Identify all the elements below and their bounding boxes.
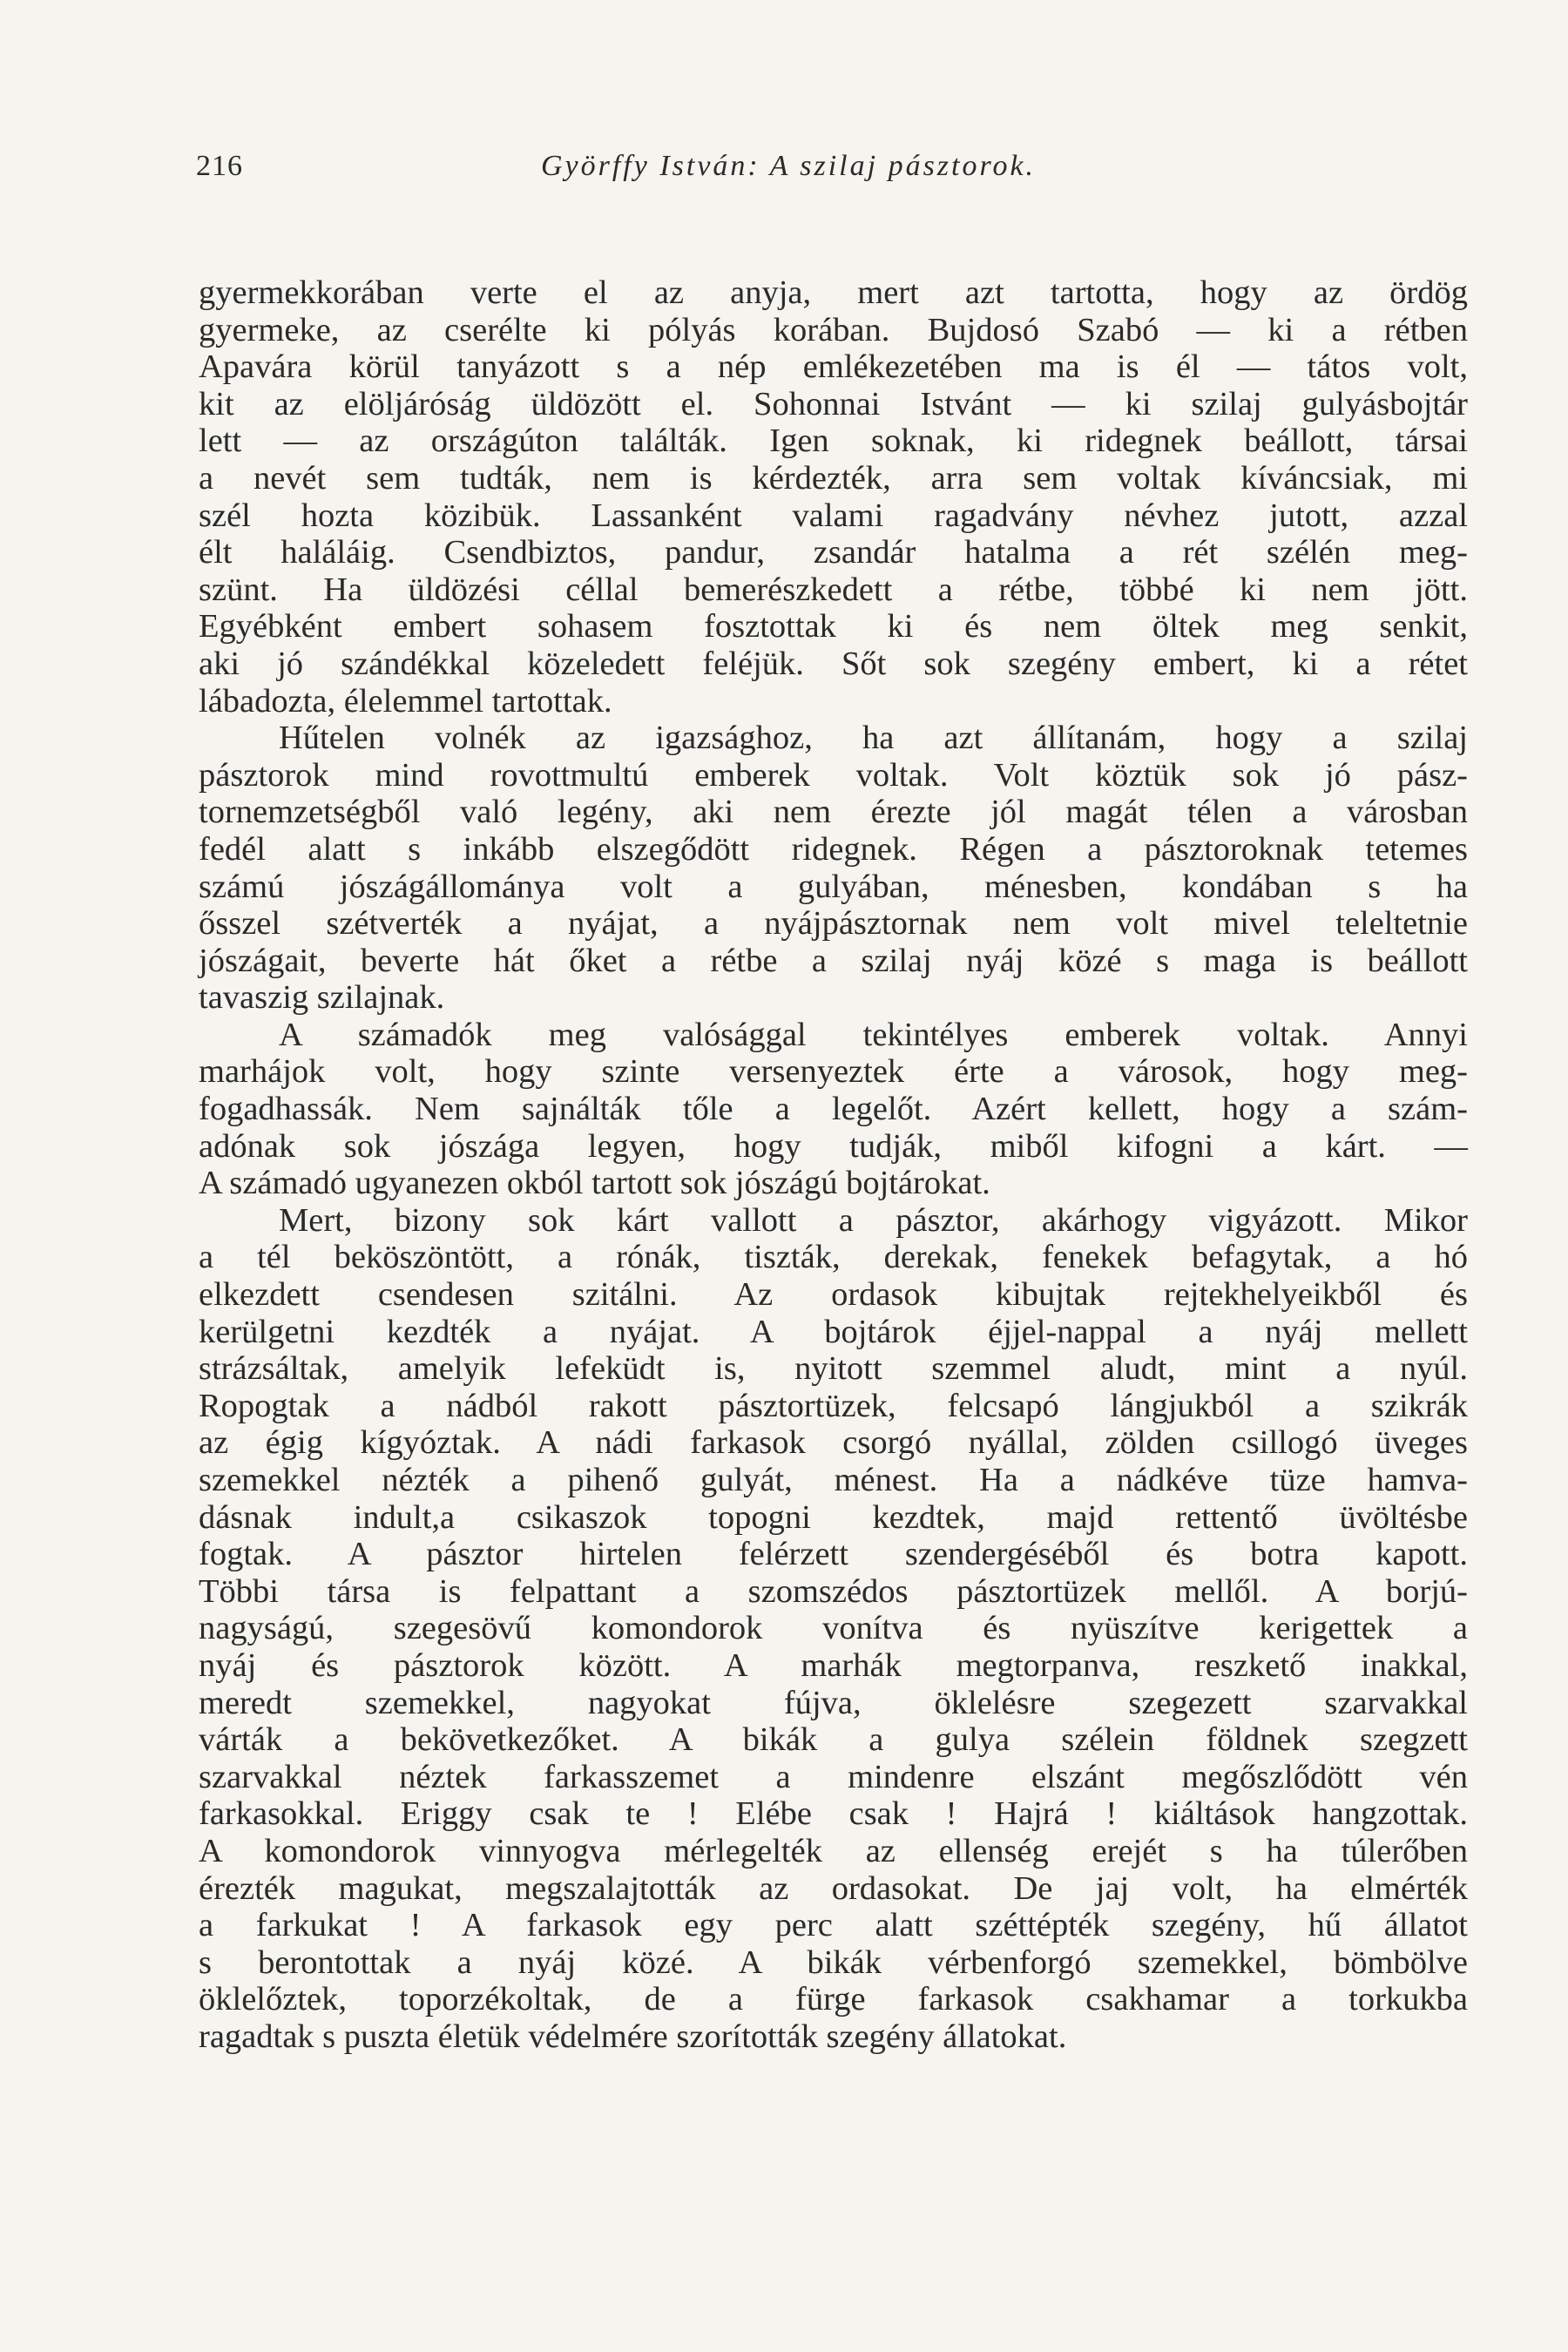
text-line: szünt. Ha üldözési céllal bemerészkedett a rétbe, többé ki nem jött. <box>199 571 1468 608</box>
text-line: lábadozta, élelemmel tartottak. <box>199 682 612 720</box>
text-line: lett — az országúton találták. Igen soknak, ki ridegnek beállott, társai <box>199 422 1468 460</box>
text-line: élt haláláig. Csendbiztos, pandur, zsandár hatalma a rét szélén meg- <box>199 534 1468 571</box>
text-line: Hűtelen volnék az igazsághoz, ha azt állítanám, hogy a szilaj <box>279 720 1468 757</box>
text-line: elkezdett csendesen szitálni. Az ordasok kibujtak rejtekhelyeikből és <box>199 1276 1468 1314</box>
text-line: A számadók meg valósággal tekintélyes emberek voltak. Annyi <box>279 1016 1468 1053</box>
text-line: fedél alatt s inkább elszegődött ridegnek. Régen a pásztoroknak tetemes <box>199 830 1468 868</box>
paragraph <box>199 1017 1468 1202</box>
text-line: adónak sok jószága legyen, hogy tudják, miből kifogni a kárt. — <box>199 1127 1468 1165</box>
text-line: gyermekkorában verte el az anyja, mert azt tartotta, hogy az ördög <box>199 274 1468 311</box>
text-line: öklelőztek, toporzékoltak, de a fürge farkasok csakhamar a torkukba <box>199 1981 1468 2018</box>
text-line: ragadtak s puszta életük védelmére szorították szegény állatokat. <box>199 2017 1067 2055</box>
text-line: nagyságú, szegesövű komondorok vonítva és nyüszítve kerigettek a <box>199 1610 1468 1647</box>
text-line: tornemzetségből való legény, aki nem érezte jól magát télen a városban <box>199 794 1468 831</box>
text-line: Apavára körül tanyázott s a nép emlékezetében ma is él — tátos volt, <box>199 348 1468 386</box>
text-line: Egyébként embert sohasem fosztottak ki és nem öltek meg senkit, <box>199 608 1468 645</box>
text-line: Mert, bizony sok kárt vallott a pásztor, akárhogy vigyázott. Mikor <box>279 1201 1468 1239</box>
text-line: strázsáltak, amelyik lefeküdt is, nyitott szemmel aludt, mint a nyúl. <box>199 1350 1468 1388</box>
text-line: tavaszig szilajnak. <box>199 979 445 1017</box>
paragraph <box>199 1202 1468 2056</box>
text-line: marhájok volt, hogy szinte versenyeztek érte a városok, hogy meg- <box>199 1053 1468 1091</box>
text-line: jószágait, beverte hát őket a rétbe a szilaj nyáj közé s maga is beállott <box>199 942 1468 979</box>
text-line: szarvakkal néztek farkasszemet a mindenre elszánt megőszlődött vén <box>199 1758 1468 1795</box>
page-header <box>196 150 1381 193</box>
text-line: a nevét sem tudták, nem is kérdezték, arra sem voltak kíváncsiak, mi <box>199 459 1468 497</box>
text-line: szemekkel nézték a pihenő gulyát, ménest. Ha a nádkéve tüze hamva- <box>199 1462 1468 1498</box>
text-line: nyáj és pásztorok között. A marhák megtorpanva, reszkető inakkal, <box>199 1646 1468 1684</box>
paragraph <box>199 274 1468 720</box>
text-line: kerülgetni kezdték a nyájat. A bojtárok éjjel-nappal a nyáj mellett <box>199 1313 1468 1350</box>
text-line: fogadhassák. Nem sajnálták tőle a legelőt. Azért kellett, hogy a szám- <box>199 1091 1468 1128</box>
text-line: az égig kígyóztak. A nádi farkasok csorgó nyállal, zölden csillogó üveges <box>199 1424 1468 1462</box>
text-line: Többi társa is felpattant a szomszédos pásztortüzek mellől. A borjú- <box>199 1572 1468 1610</box>
text-line: számú jószágállománya volt a gulyában, ménesben, kondában s ha <box>199 868 1468 905</box>
page-number: 216 <box>196 150 243 182</box>
text-line: A számadó ugyanezen okból tartott sok jószágú bojtárokat. <box>199 1165 990 1202</box>
text-line: meredt szemekkel, nagyokat fújva, öklelésre szegezett szarvakkal <box>199 1684 1468 1721</box>
text-line: A komondorok vinnyogva mérlegelték az ellenség erejét s ha túlerőben <box>199 1832 1468 1869</box>
text-line: szél hozta közibük. Lassanként valami ragadvány névhez jutott, azzal <box>199 497 1468 534</box>
text-line: s berontottak a nyáj közé. A bikák vérbenforgó szemekkel, bömbölve <box>199 1943 1468 1981</box>
text-line: farkasokkal. Eriggy csak te ! Elébe csak ! Hajrá ! kiáltások hangzottak. <box>199 1795 1468 1833</box>
paragraph <box>199 720 1468 1017</box>
text-line: kit az elöljáróság üldözött el. Sohonnai Istvánt — ki szilaj gulyásbojtár <box>199 385 1468 422</box>
text-line: fogtak. A pásztor hirtelen felérzett szendergéséből és botra kapott. <box>199 1536 1468 1573</box>
text-line: várták a bekövetkezőket. A bikák a gulya szélein földnek szegzett <box>199 1721 1468 1759</box>
text-line: gyermeke, az cserélte ki pólyás korában. Bujdosó Szabó — ki a rétben <box>199 311 1468 348</box>
text-line: a tél beköszöntött, a rónák, tiszták, derekak, fenekek befagytak, a hó <box>199 1239 1468 1276</box>
running-title: Györffy István: A szilaj pásztorok. <box>540 150 1037 182</box>
text-line: a farkukat ! A farkasok egy perc alatt széttépték szegény, hű állatot <box>199 1907 1468 1944</box>
body-text <box>199 274 1468 2056</box>
text-line: ősszel szétverték a nyájat, a nyájpásztornak nem volt mivel teleltetnie <box>199 905 1468 943</box>
text-line: aki jó szándékkal közeledett feléjük. Sőt sok szegény embert, ki a rétet <box>199 645 1468 682</box>
text-line: érezték magukat, megszalajtották az ordasokat. De jaj volt, ha elmérték <box>199 1869 1468 1907</box>
text-line: pásztorok mind rovottmultú emberek voltak. Volt köztük sok jó pász- <box>199 756 1468 794</box>
text-line: Ropogtak a nádból rakott pásztortüzek, felcsapó lángjukból a szikrák <box>199 1387 1468 1424</box>
text-line: dásnak indult,a csikaszok topogni kezdtek, majd rettentő üvöltésbe <box>199 1498 1468 1536</box>
